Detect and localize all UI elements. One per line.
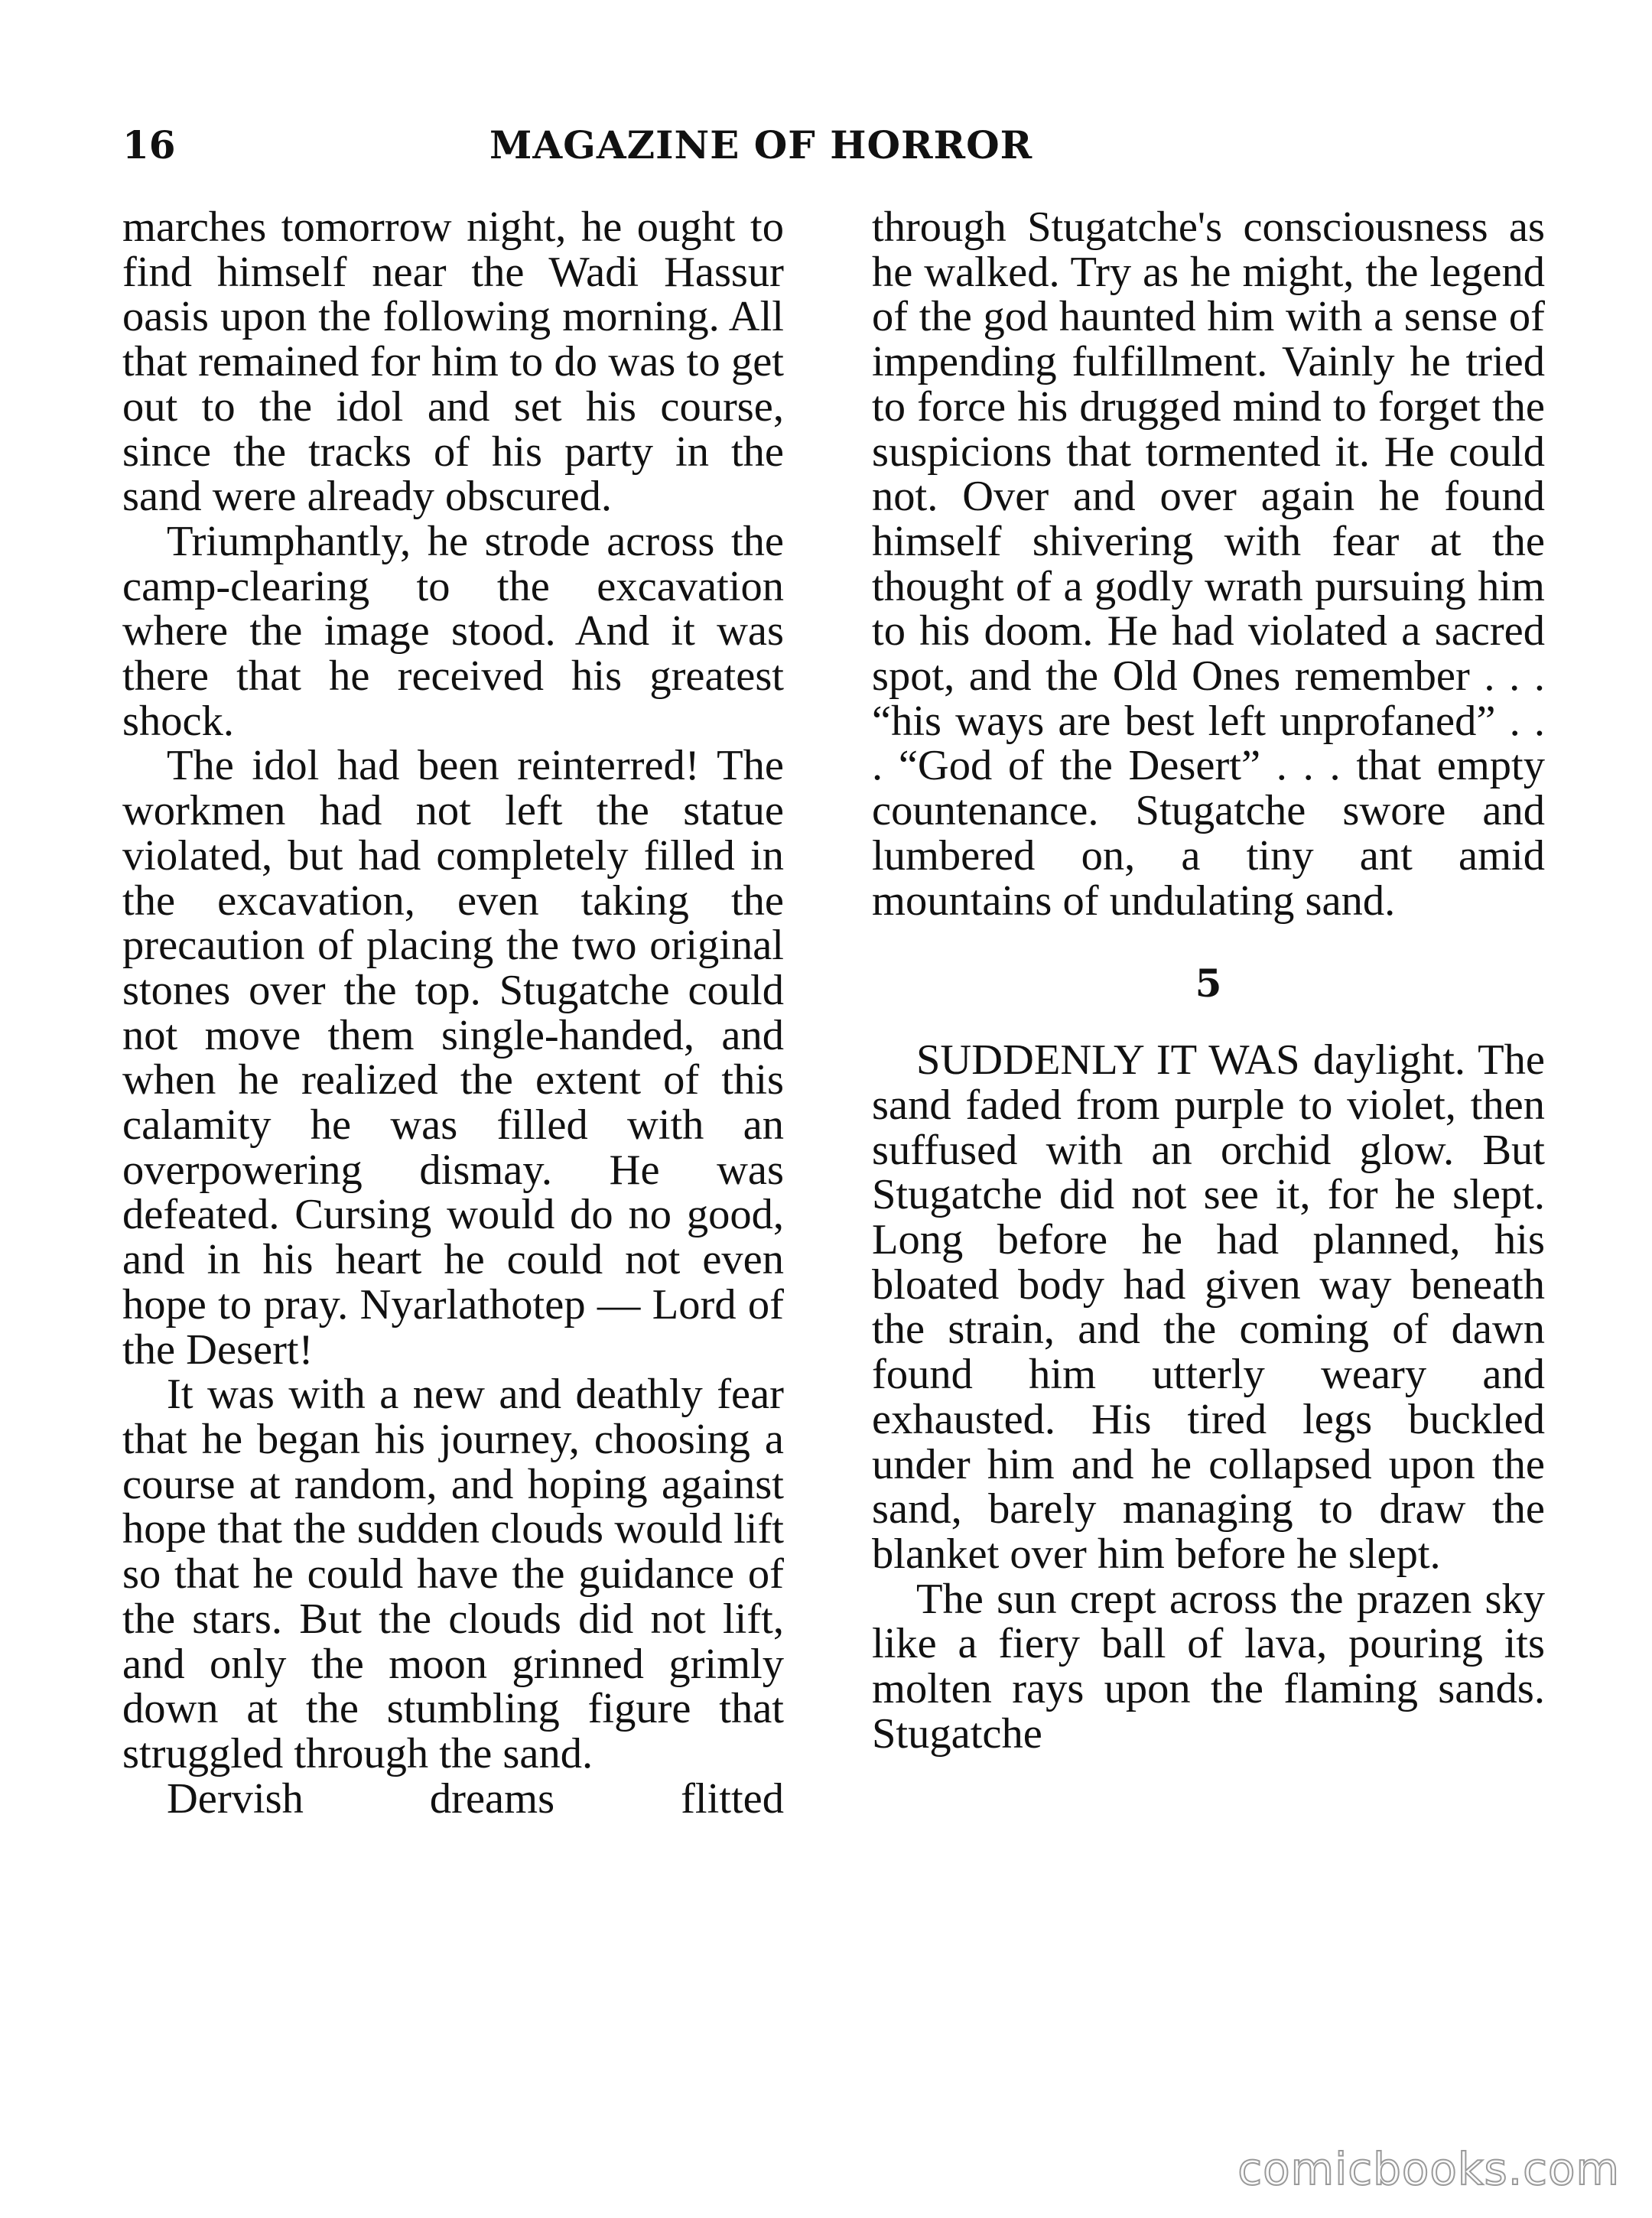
paragraph: The idol had been reinterred! The workmen had not left the statue violated, but had completely filled in the excavation, even taking the precaution of placing the two original stones over the top. Stugatche could not move them single-handed, and when he realized the extent of this calamity he was filled with an overpowering dismay. He was defeated. Cursing would do no good, and in his heart he could not even hope to pray. Nyarlathotep — Lord of the Desert!	[122, 742, 784, 1374]
paragraph: through Stugatche's consciousness as he walked. Try as he might, the legend of the god haunted him with a sense of impending fulfillment. Vainly he tried to force his drugged mind to forget the suspicions that tormented it. He could not. Over and over again he found himself shivering with fear at the thought of a godly wrath pursuing him to his doom. He had violated a sacred spot, and the Old Ones remember . . . “his ways are best left unprofaned” . . . “God of the Desert” . . . that empty countenance. Stugatche swore and lumbered on, a tiny ant amid mountains of undulating sand.	[872, 203, 1545, 925]
page-number: 16	[122, 122, 176, 167]
paragraph: It was with a new and deathly fear that he began his journey, choosing a course at random, and hoping against hope that the sudden clouds would lift so that he could have the guidance of the stars. But the clouds did not lift, and only the moon grinned grimly down at the stumbling figure that struggled through the sand.	[122, 1371, 784, 1777]
paragraph: SUDDENLY IT WAS daylight. The sand faded from purple to violet, then suffused with an orchid glow. But Stugatche did not see it, for he slept. Long before he had planned, his bloated body had given way beneath the strain, and the coming of dawn found him utterly weary and exhausted. His tired legs buckled under him and he collapsed upon the sand, barely managing to draw the blanket over him before he slept.	[872, 1036, 1545, 1578]
page-header	[122, 115, 1545, 184]
paragraph: The sun crept across the prazen sky like a fiery ball of lava, pouring its molten rays upon the flaming sands. Stugatche	[872, 1575, 1545, 1758]
paragraph: marches tomorrow night, he ought to find himself near the Wadi Hassur oasis upon the following morning. All that remained for him to do was to get out to the idol and set his course, since the tracks of his party in the sand were already obscured.	[122, 203, 784, 521]
watermark-logo: comicbooks.com	[1237, 2143, 1620, 2195]
running-title: MAGAZINE OF HORROR	[489, 122, 1033, 167]
paragraph: Dervish dreams flitted	[167, 1774, 784, 1823]
section-number: 5	[1195, 961, 1222, 1007]
paragraph: Triumphantly, he strode across the camp-clearing to the excavation where the image stood. And it was there that he received his greatest shock.	[122, 517, 784, 745]
left-column	[122, 205, 784, 1821]
right-column	[872, 205, 1545, 1757]
